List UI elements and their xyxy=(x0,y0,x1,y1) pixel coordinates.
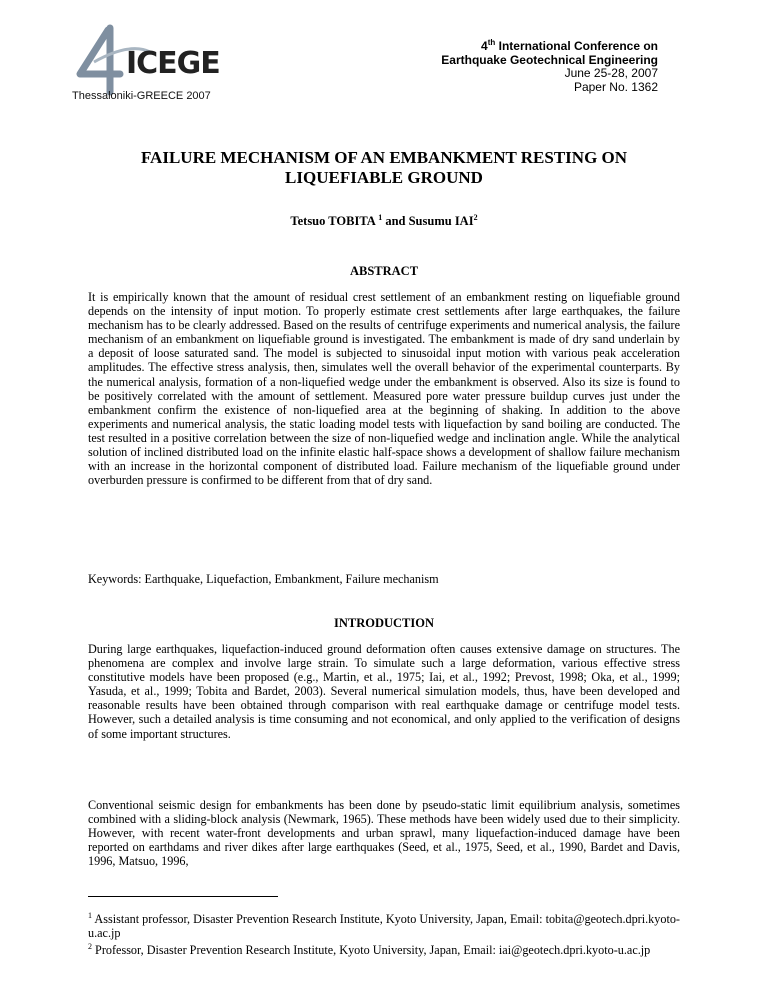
author-list: Tetsuo TOBITA $^1$ and Susumu IAI$^2$ xyxy=(290,213,478,229)
conference-logo xyxy=(70,22,240,102)
conference-name-line2: Earthquake Geotechnical Engineering xyxy=(441,52,658,67)
conference-info xyxy=(441,40,658,94)
introduction-paragraph-1: During large earthquakes, liquefaction-induced ground deformation often causes extensive damage on structures. The phenomena are complex and involve large strain. To simulate such a large deformation, various effective stress constitutive models have been proposed (e.g., Martin, et al., 1975; Iai, et al., 1992; Prevost, 1998; Oka, et al., 1999; Yasuda, et al., 1999; Tobita and Bardet, 2003). Several numerical simulation models, thus, have been developed and reasonable results have been obtained through comparison with real earthquake damage or centrifuge model tests. However, such a detailed analysis is time consuming and not economical, and only applied to the verification of designs of some important structures. xyxy=(88,642,680,741)
abstract-text: It is empirically known that the amount of residual crest settlement of an embankment resting on liquefiable ground depends on the intensity of input motion. To properly estimate crest settlements after large earthquakes, the failure mechanism has to be clearly addressed. Based on the results of centrifuge experiments and numerical analysis, the failure mechanism of an embankment on liquefiable ground is investigated. The embankment is made of dry sand underlain by a deposit of loose saturated sand. The model is subjected to sinusoidal input motion with various peak acceleration amplitudes. The effective stress analysis, then, simulates well the overall behavior of the experimental counterparts. By the numerical analysis, formation of a non-liquefied wedge under the embankment is observed. Also its size is found to be positively correlated with the amount of settlement. Measured pore water pressure buildup curves just under the embankment confirm the existence of non-liquefied area at the beginning of shaking. In addition to the above experiments and numerical analysis, the static loading model tests with liquefaction by sand boiling are conducted. The test resulted in a positive correlation between the size of non-liquefied wedge and inclination angle. While the analytical solution of inclined distributed load on the infinite elastic half-space shows a development of shallow failure mechanism with an increase in the horizontal component of distributed load. Failure mechanism of the liquefiable ground under overburden pressure is confirmed to be different from that of dry sand. xyxy=(88,290,680,488)
paper-number: Paper No. 1362 xyxy=(573,79,658,94)
keywords: Keywords: Earthquake, Liquefaction, Embankment, Failure mechanism xyxy=(88,572,439,586)
introduction-paragraph-2: Conventional seismic design for embankments has been done by pseudo-static limit equilibrium analysis, sometimes combined with a sliding-block analysis (Newmark, 1965). These methods have been widely used due to their simplicity. However, with recent water-front developments and urban sprawl, many liquefaction-induced damage have been reported on earthdams and river dikes after large earthquakes (Seed, et al., 1975, Seed, et al., 1990, Bardet and Davis, 1996, Matsuo, 1996, xyxy=(88,798,680,869)
abstract-heading: ABSTRACT xyxy=(349,264,419,278)
introduction-heading: INTRODUCTION xyxy=(333,616,434,630)
conference-name-line1: 4th International Conference on xyxy=(481,38,658,53)
logo-location: Thessaloniki-GREECE 2007 xyxy=(72,90,211,102)
footnote-2: $^2$ Professor, Disaster Prevention Research Institute, Kyoto University, Japan, Email: iai@geotech.dpri.kyoto-u.ac.jp xyxy=(88,942,651,958)
footnote-1: $^1$ Assistant professor, Disaster Prevention Research Institute, Kyoto University, Japan, Email: tobita@geotech.dpri.kyoto-u.ac.jp xyxy=(88,911,680,941)
footnote-rule xyxy=(88,896,278,897)
paper-title: FAILURE MECHANISM OF AN EMBANKMENT RESTING ON LIQUEFIABLE GROUND xyxy=(140,148,628,187)
conference-dates: June 25-28, 2007 xyxy=(564,66,658,80)
logo-wordmark: ICEGE xyxy=(126,46,220,81)
